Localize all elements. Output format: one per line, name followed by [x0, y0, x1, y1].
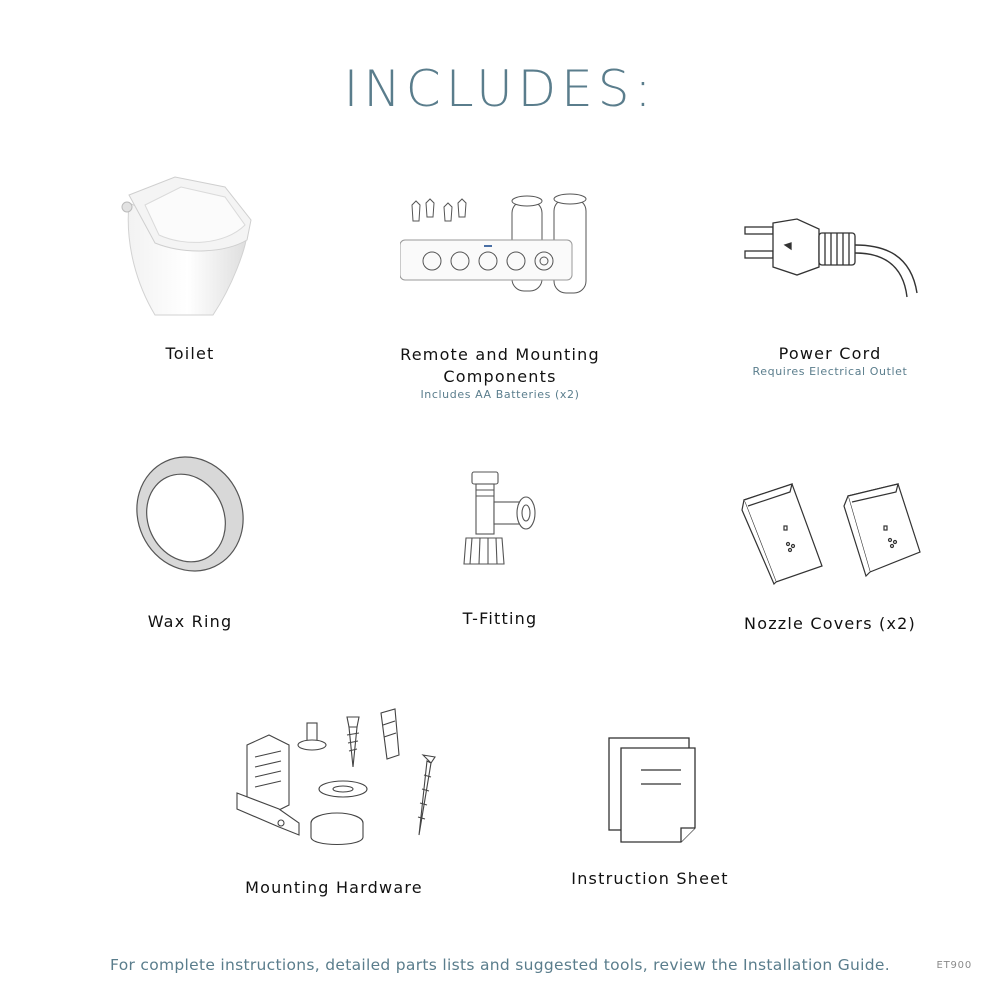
power-cord-label: Power Cord	[778, 344, 882, 363]
nozzle-covers-icon	[730, 480, 930, 585]
footer-note: For complete instructions, detailed parts lists and suggested tools, review the Installation Guide.	[110, 956, 890, 974]
wax-ring-label: Wax Ring	[147, 612, 233, 631]
t-fitting-label: T-Fitting	[462, 609, 538, 628]
remote-label-line2: Components	[443, 367, 557, 386]
t-fitting-icon	[450, 468, 550, 578]
item-wax-ring	[90, 452, 290, 633]
power-cord-icon	[735, 215, 925, 305]
instruction-sheet-label: Instruction Sheet	[571, 869, 729, 888]
page-title: INCLUDES:	[343, 60, 657, 118]
item-remote	[390, 185, 610, 402]
product-code: ET900	[936, 960, 972, 971]
nozzle-covers-label: Nozzle Covers (x2)	[744, 614, 916, 633]
item-mounting-hardware	[214, 705, 454, 899]
power-cord-note: Requires Electrical Outlet	[752, 365, 908, 378]
mounting-hardware-icon	[219, 705, 449, 855]
instruction-sheet-icon	[595, 730, 705, 850]
item-toilet	[90, 165, 290, 365]
item-nozzle-covers	[720, 480, 940, 635]
item-power-cord	[720, 215, 940, 379]
remote-note: Includes AA Batteries (x2)	[420, 388, 580, 401]
item-instruction-sheet	[540, 730, 760, 890]
remote-icon	[400, 185, 600, 300]
toilet-label: Toilet	[165, 344, 215, 363]
remote-label-line1: Remote and Mounting	[400, 345, 600, 364]
item-t-fitting	[400, 468, 600, 630]
mounting-hardware-label: Mounting Hardware	[245, 878, 423, 897]
wax-ring-icon	[130, 452, 250, 577]
toilet-icon	[115, 165, 265, 325]
